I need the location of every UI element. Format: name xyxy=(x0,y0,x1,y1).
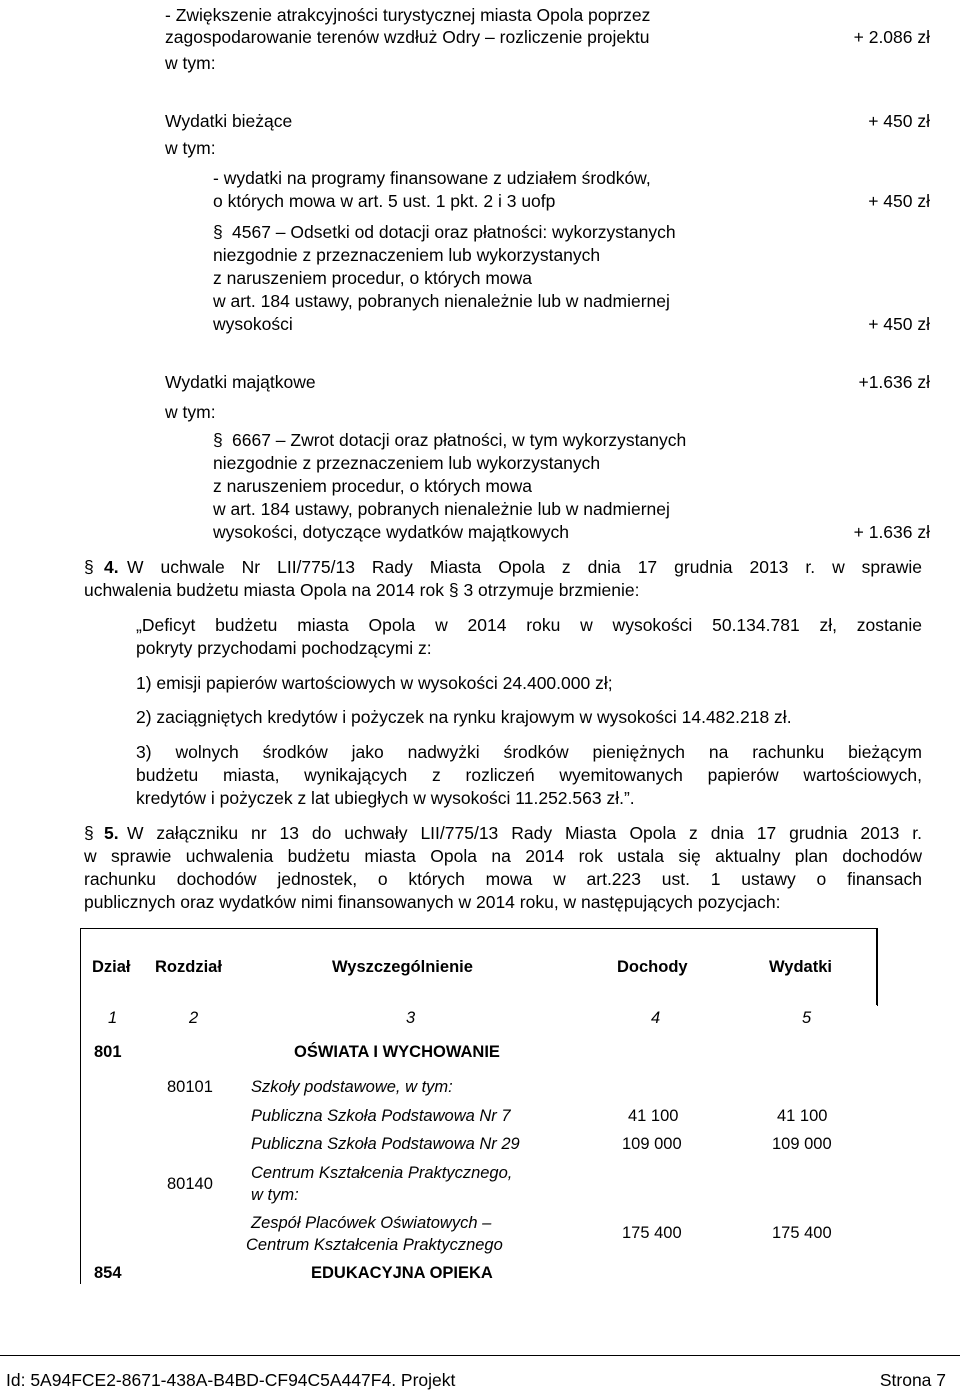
col-header-wydatki: Wydatki xyxy=(769,958,832,976)
point4-line2b-text: 3 otrzymuje brzmienie: xyxy=(463,580,640,600)
block1-wtym: w tym: xyxy=(165,53,216,73)
majatkowe-par-line2: niezgodnie z przeznaczeniem lub wykorzystanych xyxy=(213,453,601,473)
table-row-zpo-name-line1: Zespół Placówek Oświatowych – xyxy=(251,1214,492,1232)
col-number-2: 2 xyxy=(189,1009,199,1027)
biezace-title: Wydatki bieżące xyxy=(165,111,293,131)
table-row-rozdzial-80101-name: Szkoły podstawowe, w tym: xyxy=(251,1078,453,1096)
point4-quote-line1: „Deficyt budżetu miasta Opola w 2014 roku w wysokości 50.134.781 zł, zostanie xyxy=(136,615,922,635)
majatkowe-par-line1: 6667 – Zwrot dotacji oraz płatności, w tym wykorzystanych xyxy=(232,430,687,450)
table-left-border xyxy=(80,928,81,1284)
biezace-prog-line2: o których mowa w art. 5 ust. 1 pkt. 2 i 3 uofp xyxy=(213,191,556,211)
biezace-par-line4: w art. 184 ustawy, pobranych nienależnie lub w nadmiernej xyxy=(213,291,670,311)
table-row-zpo-wydatki: 175 400 xyxy=(772,1224,832,1242)
table-row-dzial-801: 801 xyxy=(94,1043,122,1061)
point4-line2a xyxy=(84,579,640,601)
section-sign: § xyxy=(213,222,223,242)
col-number-3: 3 xyxy=(406,1009,416,1027)
section-sign: § xyxy=(448,580,459,600)
point4-item3-line1: 3) wolnych środków jako nadwyżki środków pieniężnych na rachunku bieżącym xyxy=(136,742,922,762)
point4-item2: 2) zaciągniętych kredytów i pożyczek na rynku krajowym w wysokości 14.482.218 zł. xyxy=(136,707,792,727)
biezace-amount: + 450 zł xyxy=(868,111,930,131)
point4-number: 4. xyxy=(104,557,119,577)
col-header-dzial: Dział xyxy=(92,958,131,976)
biezace-prog-line1: - wydatki na programy finansowane z udziałem środków, xyxy=(213,168,651,188)
section-sign: § xyxy=(84,557,94,577)
footer-document-id: Id: 5A94FCE2-8671-438A-B4BD-CF94C5A447F4. Projekt xyxy=(6,1370,456,1390)
table-row-rozdzial-80101: 80101 xyxy=(167,1078,213,1096)
col-number-1: 1 xyxy=(108,1009,118,1027)
point4-item3-line2: budżetu miasta, wynikających z rozliczeń wyemitowanych papierów wartościowych, xyxy=(136,765,922,785)
point4-item1: 1) emisji papierów wartościowych w wysokości 24.400.000 zł; xyxy=(136,673,613,693)
point5-line3: rachunku dochodów jednostek, o których mowa w art.223 ust. 1 ustawy o finansach xyxy=(84,869,922,889)
section-sign: § xyxy=(84,823,94,843)
majatkowe-amount: +1.636 zł xyxy=(858,372,930,392)
col-header-dochody: Dochody xyxy=(617,958,688,976)
table-row-zpo-name-line2: Centrum Kształcenia Praktycznego xyxy=(246,1236,503,1254)
biezace-par-amount: + 450 zł xyxy=(868,314,930,334)
table-row-psp7-wydatki: 41 100 xyxy=(777,1107,828,1125)
biezace-par-line2: niezgodnie z przeznaczeniem lub wykorzystanych xyxy=(213,245,601,265)
col-number-5: 5 xyxy=(802,1009,812,1027)
table-row-rozdzial-80140-name-line1: Centrum Kształcenia Praktycznego, xyxy=(251,1164,513,1182)
point5-line4: publicznych oraz wydatków nimi finansowanych w 2014 roku, w następujących pozycjach: xyxy=(84,892,781,912)
biezace-par-line1: 4567 – Odsetki od dotacji oraz płatności: wykorzystanych xyxy=(232,222,676,242)
majatkowe-par-amount: + 1.636 zł xyxy=(853,522,930,542)
majatkowe-par-line3: z naruszeniem procedur, o których mowa xyxy=(213,476,533,496)
col-header-rozdzial: Rozdział xyxy=(155,958,222,976)
majatkowe-par-line5: wysokości, dotyczące wydatków majątkowych xyxy=(213,522,569,542)
majatkowe-par-line4: w art. 184 ustawy, pobranych nienależnie lub w nadmiernej xyxy=(213,499,670,519)
section-sign: § xyxy=(213,430,223,450)
table-row-psp7-dochody: 41 100 xyxy=(628,1107,679,1125)
table-row-psp29-dochody: 109 000 xyxy=(622,1135,682,1153)
table-right-border xyxy=(876,928,877,1005)
table-row-dzial-801-name: OŚWIATA I WYCHOWANIE xyxy=(294,1043,500,1061)
biezace-prog-amount: + 450 zł xyxy=(868,191,930,211)
table-row-psp29-wydatki: 109 000 xyxy=(772,1135,832,1153)
table-row-dzial-854: 854 xyxy=(94,1264,122,1282)
point5-line1: W załączniku nr 13 do uchwały LII/775/13 Rady Miasta Opola z dnia 17 grudnia 2013 r. xyxy=(127,823,922,843)
table-row-dzial-854-name: EDUKACYJNA OPIEKA xyxy=(311,1264,493,1282)
majatkowe-title: Wydatki majątkowe xyxy=(165,372,316,392)
footer-page-number: Strona 7 xyxy=(879,1370,946,1390)
point4-line1: W uchwale Nr LII/775/13 Rady Miasta Opola z dnia 17 grudnia 2013 r. w sprawie xyxy=(127,557,922,577)
block1-line2: zagospodarowanie terenów wzdłuż Odry – rozliczenie projektu xyxy=(165,27,650,47)
biezace-par-line3: z naruszeniem procedur, o których mowa xyxy=(213,268,533,288)
table-row-psp7-name: Publiczna Szkoła Podstawowa Nr 7 xyxy=(251,1107,511,1125)
block1-amount: + 2.086 zł xyxy=(853,27,930,47)
table-row-rozdzial-80140-name-line2: w tym: xyxy=(251,1186,299,1204)
table-row-zpo-dochody: 175 400 xyxy=(622,1224,682,1242)
majatkowe-wtym: w tym: xyxy=(165,402,216,422)
table-row-rozdzial-80140: 80140 xyxy=(167,1175,213,1193)
table-row-psp29-name: Publiczna Szkoła Podstawowa Nr 29 xyxy=(251,1135,520,1153)
footer-divider xyxy=(0,1355,960,1356)
col-header-wyszczegolnienie: Wyszczególnienie xyxy=(332,958,473,976)
col-number-4: 4 xyxy=(651,1009,661,1027)
biezace-wtym: w tym: xyxy=(165,138,216,158)
point4-quote-line2: pokryty przychodami pochodzącymi z: xyxy=(136,638,432,658)
block1-line1: - Zwiększenie atrakcyjności turystycznej miasta Opola poprzez xyxy=(165,5,651,25)
point5-line2: w sprawie uchwalenia budżetu miasta Opola na 2014 rok ustala się aktualny plan dochodów xyxy=(84,846,922,866)
biezace-par-line5: wysokości xyxy=(213,314,293,334)
point5-number: 5. xyxy=(104,823,119,843)
point4-line2a-text: uchwalenia budżetu miasta Opola na 2014 rok xyxy=(84,580,444,600)
point4-item3-line3: kredytów i pożyczek z lat ubiegłych w wysokości 11.252.563 zł.”. xyxy=(136,788,635,808)
